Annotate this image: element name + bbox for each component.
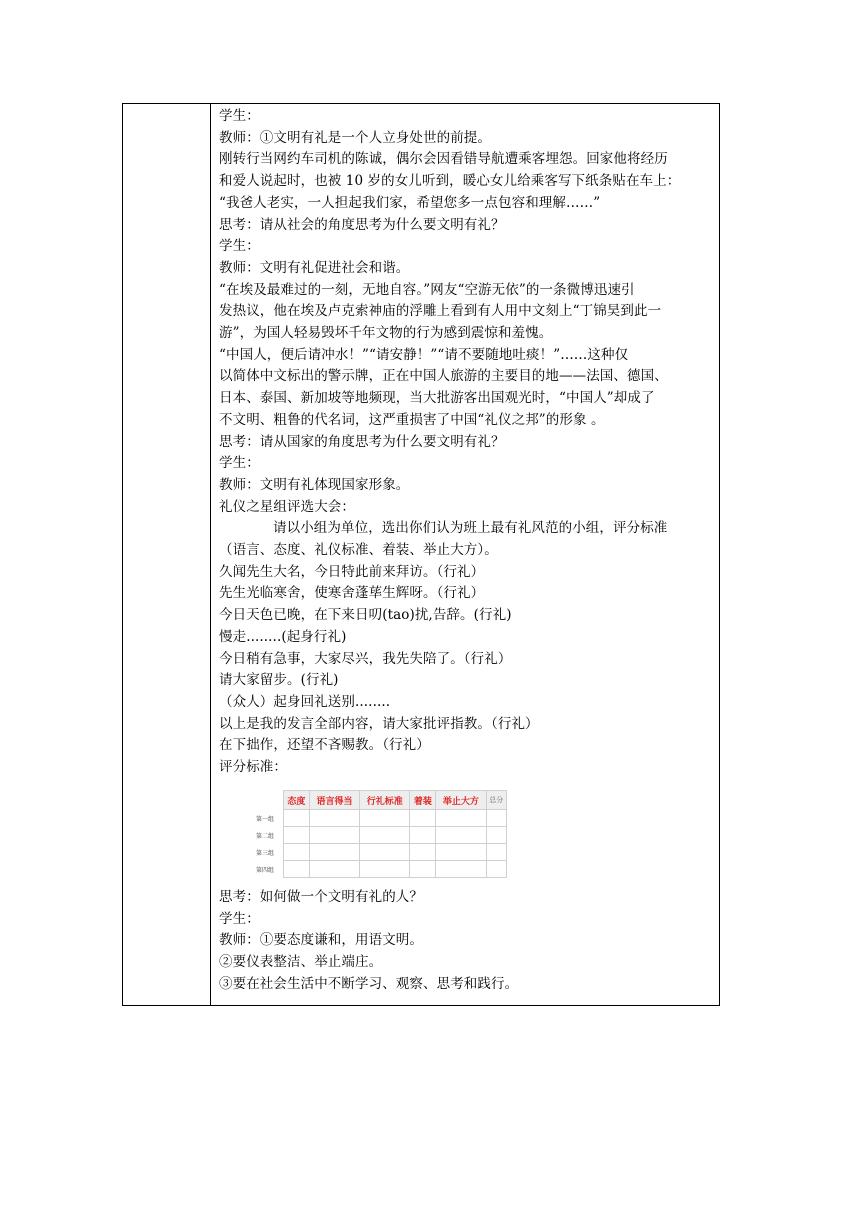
text-line: 发热议，他在埃及卢克索神庙的浮雕上看到有人用中文刻上“丁锦昊到此一 [219, 303, 662, 320]
score-row-label: 第三组 [255, 849, 274, 857]
text-line: 礼仪之星组评选大会： [219, 498, 355, 515]
score-header: 着装 [410, 791, 436, 810]
score-header: 总分 [486, 791, 506, 810]
text-line: 先生光临寒舍，使寒舍蓬荜生辉呀。（行礼） [219, 585, 485, 602]
score-table-image [247, 790, 507, 872]
text-line: 学生： [219, 910, 260, 927]
score-table [247, 790, 507, 878]
text-line: 今日稍有急事，大家尽兴，我先失陪了。（行礼） [219, 650, 512, 667]
score-row-label: 第一组 [255, 815, 274, 823]
text-line: 以上是我的发言全部内容，请大家批评指教。（行礼） [219, 715, 539, 732]
text-line: 日本、泰国、新加坡等地频现，当大批游客出国观光时，“中国人”却成了 [219, 390, 655, 407]
text-line: 在下拙作，还望不吝赐教。（行礼） [219, 737, 430, 754]
text-line: 久闻先生大名，今日特此前来拜访。（行礼） [219, 563, 485, 580]
text-line: 思考：如何做一个文明有礼的人？ [219, 888, 423, 905]
lesson-content [219, 106, 717, 995]
text-line: 思考：请从社会的角度思考为什么要文明有礼？ [219, 216, 505, 233]
text-line: “我爸人老实，一人担起我们家，希望您多一点包容和理解……” [219, 194, 601, 211]
text-line: 思考：请从国家的角度思考为什么要文明有礼？ [219, 433, 505, 450]
text-line: “中国人，便后请冲水！”“请安静！”“请不要随地吐痰！”……这种仅 [219, 346, 629, 363]
text-line: （语言、态度、礼仪标准、着装、举止大方）。 [219, 542, 498, 559]
score-header: 行礼标准 [360, 791, 410, 810]
text-line: 不文明、粗鲁的代名词，这严重损害了中国“礼仪之邦”的形象 。 [219, 411, 605, 428]
text-line: 学生： [219, 455, 260, 472]
score-row-label: 第四组 [255, 866, 274, 874]
lesson-table [122, 103, 720, 1006]
text-line: “在埃及最难过的一刻，无地自容。”网友“空游无依”的一条微博迅速引 [219, 281, 635, 298]
text-line: （众人）起身回礼送别........ [219, 693, 391, 710]
text-line: 请以小组为单位，选出你们认为班上最有礼风范的小组，评分标准 [273, 520, 668, 537]
text-line: 教师：①要态度谦和，用语文明。 [219, 932, 423, 949]
text-line: ②要仪表整洁、举止端庄。 [219, 953, 383, 970]
text-line: 教师：①文明有礼是一个人立身处世的前提。 [219, 129, 491, 146]
score-header: 举止大方 [436, 791, 486, 810]
score-table-corner [247, 791, 284, 810]
text-line: 游”，为国人轻易毁坏千年文物的行为感到震惊和羞愧。 [219, 325, 553, 342]
text-line: 学生： [219, 108, 260, 124]
text-line: 慢走........(起身行礼) [219, 628, 347, 645]
text-line: 教师：文明有礼体现国家形象。 [219, 476, 410, 493]
text-line: 今日天色已晚，在下来日叨(tao)扰,告辞。(行礼) [219, 607, 512, 624]
text-line: 评分标准： [219, 759, 287, 776]
text-line: 以简体中文标出的警示牌，正在中国人旅游的主要目的地——法国、德国、 [219, 368, 668, 385]
text-line: 教师：文明有礼促进社会和谐。 [219, 259, 410, 276]
text-line: 和爱人说起时，也被 10 岁的女儿听到，暖心女儿给乘客写下纸条贴在车上： [219, 173, 681, 190]
text-line: ③要在社会生活中不断学习、观察、思考和践行。 [219, 975, 519, 992]
score-header: 语言得当 [309, 791, 359, 810]
score-header: 态度 [284, 791, 310, 810]
text-line: 刚转行当网约车司机的陈诚，偶尔会因看错导航遭乘客埋怨。回家他将经历 [219, 151, 668, 168]
score-row-label: 第二组 [255, 832, 274, 840]
text-line: 学生： [219, 238, 260, 255]
left-column [123, 104, 211, 1005]
text-line: 请大家留步。(行礼) [219, 672, 339, 689]
